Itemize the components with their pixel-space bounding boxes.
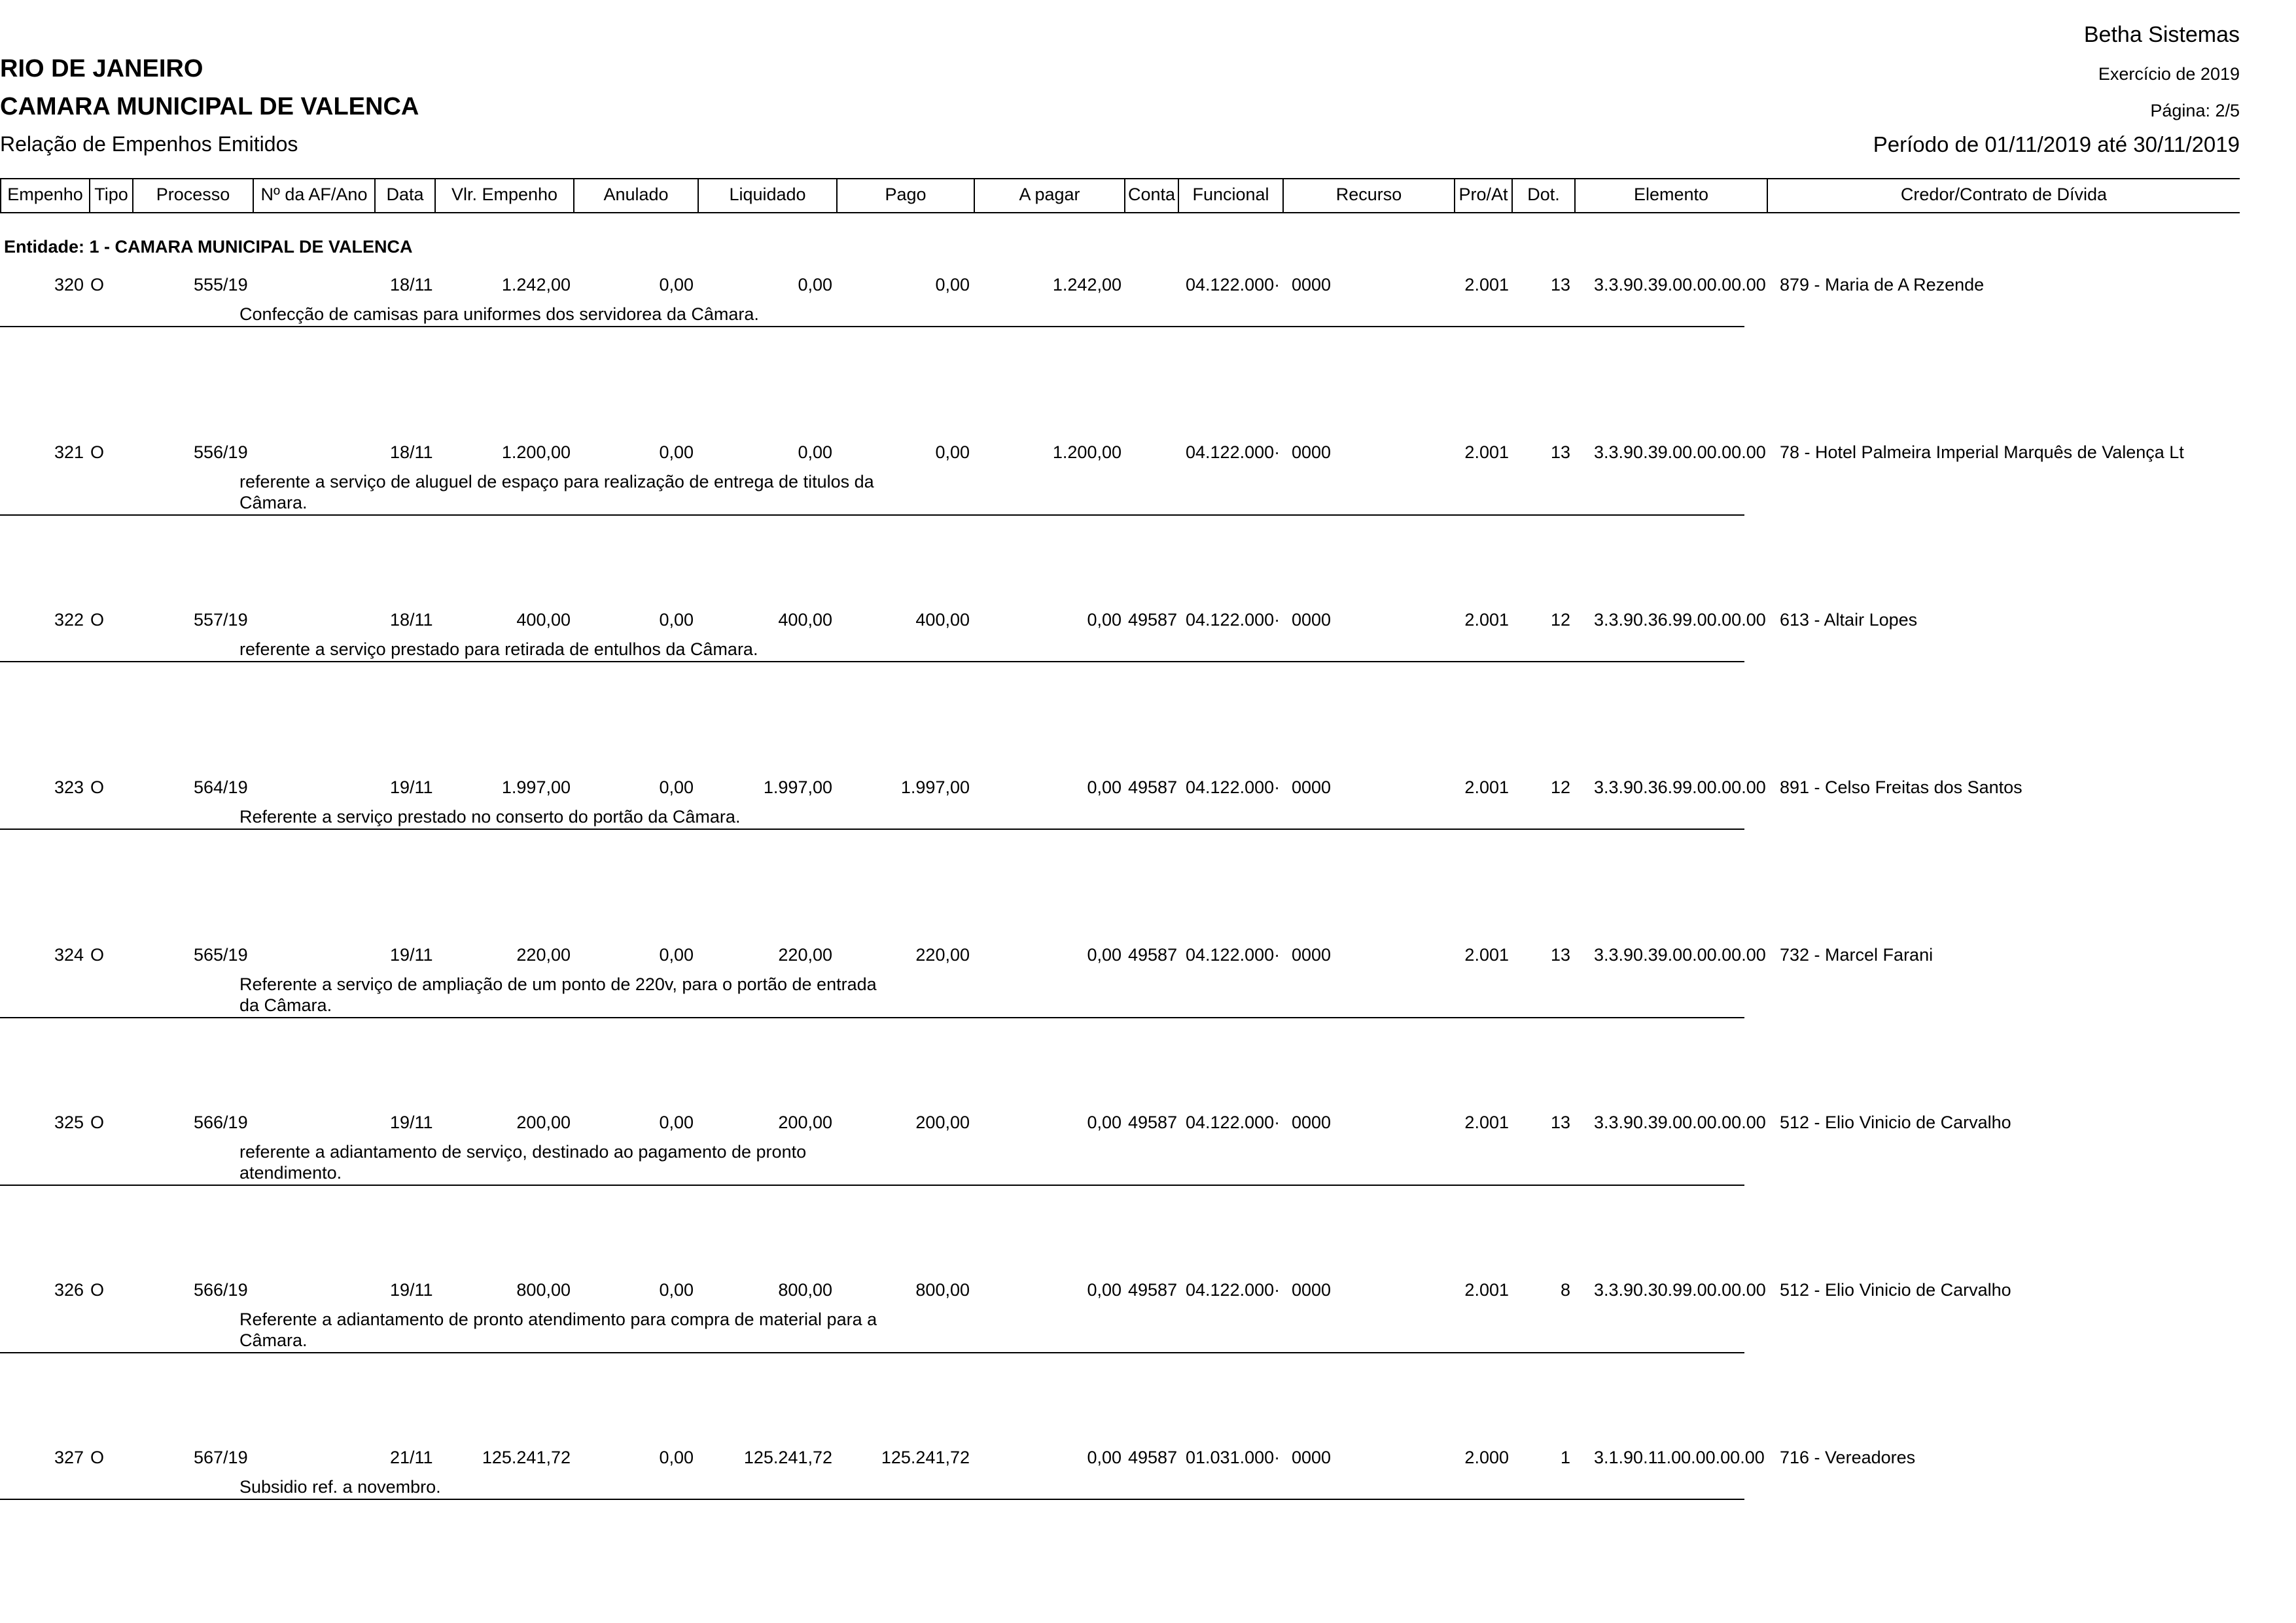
liquidado: 220,00 [778, 945, 832, 965]
tipo: O [90, 1280, 105, 1300]
entity-title: CAMARA MUNICIPAL DE VALENCA [0, 93, 419, 120]
header-bottom-rule [0, 212, 2240, 213]
dot: 13 [1550, 275, 1570, 294]
conta: 49587 [1128, 777, 1178, 797]
period-label: Período de 01/11/2019 até 30/11/2019 [1873, 132, 2240, 156]
descricao: Referente a serviço de ampliação de um ponto de 220v, para o portão de entrada da Câmara. [239, 974, 877, 1015]
elemento: 3.3.90.39.00.00.00.00 [1594, 945, 1766, 965]
table-row [0, 275, 2296, 445]
processo: 556/19 [194, 442, 248, 462]
page-number: Página: 2/5 [2150, 101, 2240, 120]
col-header-af-ano: Nº da AF/Ano [260, 185, 368, 204]
pago: 220,00 [915, 945, 970, 965]
a-pagar: 0,00 [1087, 1448, 1122, 1467]
elemento: 3.3.90.39.00.00.00.00 [1594, 275, 1766, 294]
vlr-empenho: 200,00 [516, 1113, 571, 1132]
row-separator [0, 1499, 1744, 1500]
row-separator [0, 514, 1744, 516]
processo: 567/19 [194, 1448, 248, 1467]
descricao: Referente a serviço prestado no conserto do portão da Câmara. [239, 807, 741, 827]
dot: 1 [1560, 1448, 1570, 1467]
dot: 12 [1550, 610, 1570, 630]
data: 19/11 [390, 1280, 433, 1300]
elemento: 3.3.90.36.99.00.00.00 [1594, 610, 1766, 630]
processo: 566/19 [194, 1113, 248, 1132]
vlr-empenho: 125.241,72 [482, 1448, 571, 1467]
pago: 1.997,00 [900, 777, 970, 797]
dot: 13 [1550, 442, 1570, 462]
exercicio-label: Exercício de 2019 [2098, 64, 2240, 84]
col-header-empenho: Empenho [7, 185, 83, 204]
conta: 49587 [1128, 945, 1178, 965]
processo: 557/19 [194, 610, 248, 630]
pago: 0,00 [935, 442, 970, 462]
col-header-processo: Processo [156, 185, 230, 204]
col-header-liquidado: Liquidado [729, 185, 806, 204]
col-header-credor: Credor/Contrato de Dívida [1900, 185, 2108, 204]
vlr-empenho: 1.200,00 [501, 442, 571, 462]
col-header-data: Data [386, 185, 424, 204]
tipo: O [90, 610, 105, 630]
credor: 613 - Altair Lopes [1780, 610, 1918, 630]
liquidado: 125.241,72 [743, 1448, 832, 1467]
credor: 78 - Hotel Palmeira Imperial Marquês de Valença Lt [1780, 442, 2184, 462]
anulado: 0,00 [659, 945, 694, 965]
funcional: 04.122.000· [1186, 610, 1280, 630]
col-header-recurso: Recurso [1335, 185, 1402, 204]
anulado: 0,00 [659, 610, 694, 630]
vlr-empenho: 800,00 [516, 1280, 571, 1300]
recurso: 0000 [1292, 945, 1332, 965]
descricao: Referente a adiantamento de pronto atendimento para compra de material para a Câmara. [239, 1310, 877, 1350]
col-header-tipo: Tipo [94, 185, 128, 204]
anulado: 0,00 [659, 442, 694, 462]
dot: 8 [1560, 1280, 1570, 1300]
funcional: 04.122.000· [1186, 442, 1280, 462]
empenho-number: 326 [54, 1280, 84, 1300]
empenho-number: 325 [54, 1113, 84, 1132]
anulado: 0,00 [659, 1280, 694, 1300]
empenho-number: 323 [54, 777, 84, 797]
table-row [0, 1280, 2296, 1450]
a-pagar: 0,00 [1087, 1280, 1122, 1300]
data: 19/11 [390, 945, 433, 965]
elemento: 3.3.90.36.99.00.00.00 [1594, 777, 1766, 797]
conta: 49587 [1128, 1280, 1178, 1300]
table-row [0, 1448, 2296, 1618]
recurso: 0000 [1292, 1448, 1332, 1467]
pago: 125.241,72 [881, 1448, 970, 1467]
tipo: O [90, 945, 105, 965]
elemento: 3.3.90.39.00.00.00.00 [1594, 1113, 1766, 1132]
vlr-empenho: 1.242,00 [501, 275, 571, 294]
anulado: 0,00 [659, 1448, 694, 1467]
col-header-pago: Pago [885, 185, 927, 204]
a-pagar: 1.200,00 [1052, 442, 1122, 462]
pro-at: 2.001 [1464, 777, 1509, 797]
table-row [0, 610, 2296, 780]
row-separator [0, 326, 1744, 327]
funcional: 01.031.000· [1186, 1448, 1280, 1467]
descricao: Confecção de camisas para uniformes dos servidorea da Câmara. [239, 304, 759, 324]
processo: 564/19 [194, 777, 248, 797]
vlr-empenho: 1.997,00 [501, 777, 571, 797]
credor: 732 - Marcel Farani [1780, 945, 1934, 965]
empenho-number: 324 [54, 945, 84, 965]
pro-at: 2.001 [1464, 275, 1509, 294]
col-header-conta: Conta [1127, 185, 1176, 204]
dot: 13 [1550, 1113, 1570, 1132]
col-header-elemento: Elemento [1633, 185, 1709, 204]
liquidado: 0,00 [798, 275, 832, 294]
empenho-number: 321 [54, 442, 84, 462]
a-pagar: 1.242,00 [1052, 275, 1122, 294]
company-name: Betha Sistemas [2083, 22, 2240, 47]
elemento: 3.3.90.30.99.00.00.00 [1594, 1280, 1766, 1300]
col-header-anulado: Anulado [603, 185, 669, 204]
conta: 49587 [1128, 610, 1178, 630]
tipo: O [90, 1113, 105, 1132]
conta: 49587 [1128, 1448, 1178, 1467]
header-top-rule [0, 178, 2240, 179]
a-pagar: 0,00 [1087, 610, 1122, 630]
conta: 49587 [1128, 1113, 1178, 1132]
pro-at: 2.001 [1464, 1280, 1509, 1300]
table-row [0, 777, 2296, 948]
funcional: 04.122.000· [1186, 1280, 1280, 1300]
pago: 400,00 [915, 610, 970, 630]
row-separator [0, 829, 1744, 830]
col-header-funcional: Funcional [1192, 185, 1269, 204]
credor: 891 - Celso Freitas dos Santos [1780, 777, 2022, 797]
data: 18/11 [390, 442, 433, 462]
row-separator [0, 1352, 1744, 1353]
entity-line: Entidade: 1 - CAMARA MUNICIPAL DE VALENCA [4, 237, 413, 257]
recurso: 0000 [1292, 1280, 1332, 1300]
tipo: O [90, 275, 105, 294]
credor: 716 - Vereadores [1780, 1448, 1916, 1467]
data: 18/11 [390, 610, 433, 630]
row-separator [0, 1017, 1744, 1018]
recurso: 0000 [1292, 610, 1332, 630]
liquidado: 1.997,00 [763, 777, 832, 797]
elemento: 3.3.90.39.00.00.00.00 [1594, 442, 1766, 462]
credor: 512 - Elio Vinicio de Carvalho [1780, 1113, 2011, 1132]
a-pagar: 0,00 [1087, 777, 1122, 797]
recurso: 0000 [1292, 442, 1332, 462]
processo: 555/19 [194, 275, 248, 294]
recurso: 0000 [1292, 777, 1332, 797]
city-title: RIO DE JANEIRO [0, 55, 203, 82]
a-pagar: 0,00 [1087, 945, 1122, 965]
vlr-empenho: 220,00 [516, 945, 571, 965]
col-header-vlr-empenho: Vlr. Empenho [451, 185, 558, 204]
dot: 12 [1550, 777, 1570, 797]
pago: 0,00 [935, 275, 970, 294]
table-row [0, 442, 2296, 613]
funcional: 04.122.000· [1186, 275, 1280, 294]
recurso: 0000 [1292, 1113, 1332, 1132]
liquidado: 0,00 [798, 442, 832, 462]
anulado: 0,00 [659, 275, 694, 294]
liquidado: 800,00 [778, 1280, 832, 1300]
processo: 566/19 [194, 1280, 248, 1300]
descricao: referente a serviço prestado para retirada de entulhos da Câmara. [239, 639, 758, 659]
liquidado: 400,00 [778, 610, 832, 630]
recurso: 0000 [1292, 275, 1332, 294]
vlr-empenho: 400,00 [516, 610, 571, 630]
tipo: O [90, 1448, 105, 1467]
funcional: 04.122.000· [1186, 777, 1280, 797]
processo: 565/19 [194, 945, 248, 965]
tipo: O [90, 442, 105, 462]
pro-at: 2.001 [1464, 610, 1509, 630]
data: 19/11 [390, 777, 433, 797]
col-header-a-pagar: A pagar [1019, 185, 1080, 204]
data: 19/11 [390, 1113, 433, 1132]
empenho-number: 327 [54, 1448, 84, 1467]
anulado: 0,00 [659, 777, 694, 797]
empenho-number: 320 [54, 275, 84, 294]
pro-at: 2.001 [1464, 442, 1509, 462]
report-title: Relação de Empenhos Emitidos [0, 132, 298, 156]
col-header-dot: Dot. [1527, 185, 1560, 204]
empenho-number: 322 [54, 610, 84, 630]
data: 18/11 [390, 275, 433, 294]
dot: 13 [1550, 945, 1570, 965]
funcional: 04.122.000· [1186, 1113, 1280, 1132]
pro-at: 2.001 [1464, 945, 1509, 965]
row-separator [0, 1185, 1744, 1186]
anulado: 0,00 [659, 1113, 694, 1132]
pro-at: 2.000 [1464, 1448, 1509, 1467]
row-separator [0, 661, 1744, 662]
tipo: O [90, 777, 105, 797]
data: 21/11 [390, 1448, 433, 1467]
elemento: 3.1.90.11.00.00.00.00 [1594, 1448, 1765, 1467]
descricao: Subsidio ref. a novembro. [239, 1477, 441, 1497]
descricao: referente a serviço de aluguel de espaço para realização de entrega de titulos da Câmara. [239, 472, 874, 512]
pago: 800,00 [915, 1280, 970, 1300]
funcional: 04.122.000· [1186, 945, 1280, 965]
credor: 879 - Maria de A Rezende [1780, 275, 1985, 294]
table-row [0, 1113, 2296, 1283]
pro-at: 2.001 [1464, 1113, 1509, 1132]
a-pagar: 0,00 [1087, 1113, 1122, 1132]
descricao: referente a adiantamento de serviço, destinado ao pagamento de pronto atendimento. [239, 1142, 807, 1183]
liquidado: 200,00 [778, 1113, 832, 1132]
table-row [0, 945, 2296, 1115]
col-header-pro-at: Pro/At [1458, 185, 1508, 204]
credor: 512 - Elio Vinicio de Carvalho [1780, 1280, 2011, 1300]
pago: 200,00 [915, 1113, 970, 1132]
